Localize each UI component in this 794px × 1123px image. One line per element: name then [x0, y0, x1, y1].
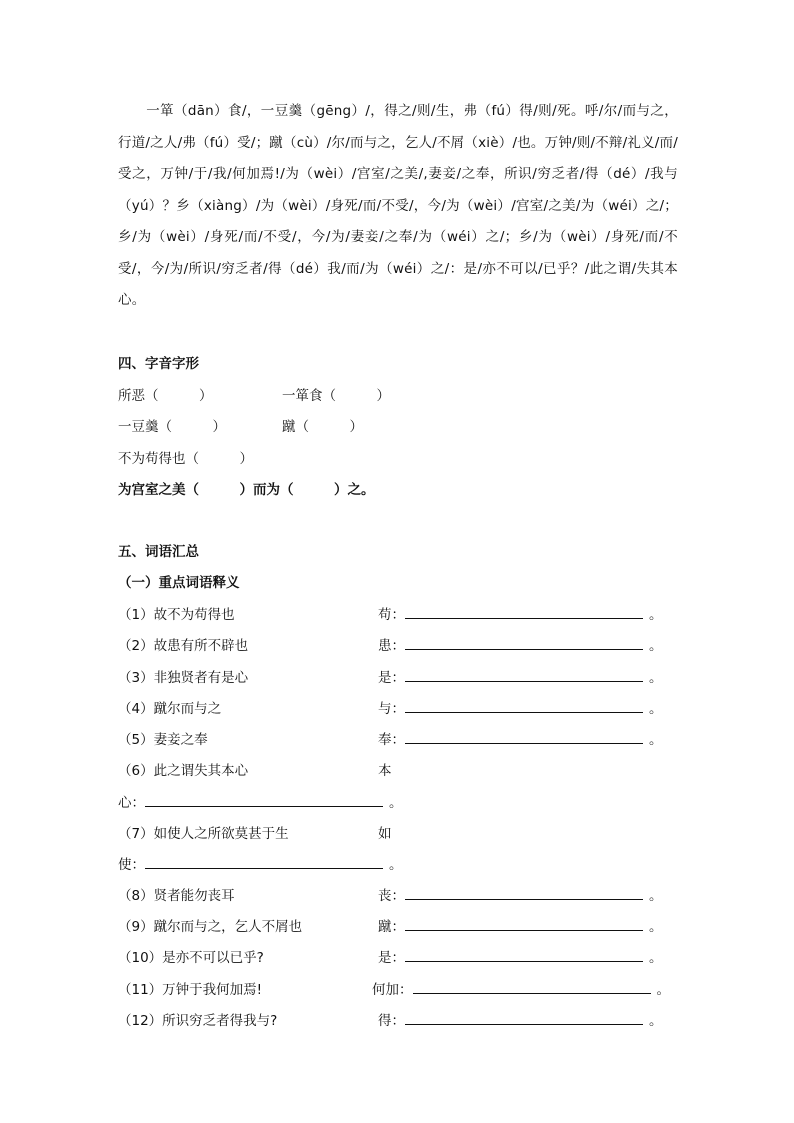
- vocab-end: 。: [649, 638, 663, 654]
- vocab-question: （6）此之谓失其本心: [118, 763, 249, 779]
- vocab-key: 丧：: [378, 888, 405, 904]
- vocab-key: 苟：: [378, 607, 405, 623]
- vocab-end: 。: [649, 607, 663, 623]
- vocab-answer-row: [378, 634, 663, 654]
- vocab-key: 是：: [378, 950, 405, 966]
- section5-subtitle: （一）重点词语释义: [118, 575, 240, 591]
- section4-item: 不为苟得也（ ）: [118, 451, 253, 467]
- answer-blank[interactable]: [145, 856, 383, 869]
- vocab-key: 蹴：: [378, 919, 405, 935]
- vocab-answer-row: [378, 1009, 663, 1029]
- vocab-key: 患：: [378, 638, 405, 654]
- answer-blank[interactable]: [405, 1012, 643, 1025]
- section4-item: 为宫室之美（ ）而为（ ）之。: [118, 482, 375, 498]
- vocab-end: 。: [389, 795, 403, 811]
- vocab-answer-row: [372, 978, 670, 998]
- vocab-question: （9）蹴尔而与之，乞人不屑也: [118, 919, 303, 935]
- answer-blank[interactable]: [413, 981, 651, 994]
- answer-blank[interactable]: [405, 918, 643, 931]
- answer-blank[interactable]: [405, 700, 643, 713]
- vocab-end: 。: [649, 919, 663, 935]
- vocab-answer-row: [378, 884, 663, 904]
- section4-item: 蹴（ ）: [282, 419, 363, 435]
- vocab-question: （1）故不为苟得也: [118, 607, 235, 623]
- answer-blank[interactable]: [145, 794, 383, 807]
- vocab-end: 。: [649, 888, 663, 904]
- vocab-end: 。: [656, 982, 670, 998]
- vocab-question: （8）贤者能勿丧耳: [118, 888, 235, 904]
- vocab-answer-row: [118, 853, 403, 873]
- vocab-end: 。: [649, 670, 663, 686]
- vocab-answer-row: [378, 946, 663, 966]
- answer-blank[interactable]: [405, 637, 643, 650]
- section4-item: 一豆羹（ ）: [118, 419, 226, 435]
- vocab-answer-row: [378, 915, 663, 935]
- vocab-answer-row: [378, 697, 663, 717]
- answer-blank[interactable]: [405, 606, 643, 619]
- vocab-answer-row: [378, 728, 663, 748]
- vocab-key: 如: [378, 826, 392, 842]
- vocab-question: （4）蹴尔而与之: [118, 701, 222, 717]
- vocab-question: （3）非独贤者有是心: [118, 670, 249, 686]
- vocab-question: （2）故患有所不辟也: [118, 638, 249, 654]
- vocab-end: 。: [389, 857, 403, 873]
- section4-item: 所恶（ ）: [118, 388, 213, 404]
- vocab-question: （11）万钟于我何加焉!: [118, 982, 263, 998]
- vocab-key: 使：: [118, 857, 145, 873]
- section4-title: 四、字音字形: [118, 356, 199, 372]
- vocab-key: 与：: [378, 701, 405, 717]
- answer-blank[interactable]: [405, 731, 643, 744]
- vocab-end: 。: [649, 1013, 663, 1029]
- passage-paragraph: [118, 96, 678, 317]
- vocab-answer-row: [378, 603, 663, 623]
- vocab-key: 本: [378, 763, 392, 779]
- passage-text: 一箪（dān）食/，一豆羹（gēng）/，得之/则/生，弗（fú）得/则/死。呼/尔/而与之，行道/之人/弗（fú）受/；蹴（cù）/尔/而与之，乞人/不屑（xiè）/也。万钟/则/不辩/礼义/而/受之，万钟/于/我/何加焉!/为（wèi）/宫室/之美/,妻妾/之奉，所识/穷乏者/得（dé）/我与（yú）？乡（xiàng）/为（wèi）/身死/而/不受/，今/为（wèi）/宫室/之美/为（wéi）之/；乡/为（wèi）/身死/而/不受/，今/为/妻妾/之奉/为（wéi）之/；乡/为（wèi）/身死/而/不受/，今/为/所识/穷乏者/得（dé）我/而/为（wéi）之/：是/亦不可以/已乎？/此之谓/失其本心。: [118, 103, 678, 308]
- answer-blank[interactable]: [405, 949, 643, 962]
- vocab-question: （12）所识穷乏者得我与?: [118, 1013, 278, 1029]
- vocab-end: 。: [649, 732, 663, 748]
- vocab-answer-row: [378, 666, 663, 686]
- vocab-key: 心：: [118, 795, 145, 811]
- answer-blank[interactable]: [405, 669, 643, 682]
- section5-title: 五、词语汇总: [118, 544, 199, 560]
- vocab-question: （7）如使人之所欲莫甚于生: [118, 826, 289, 842]
- section4-item: 一箪食（ ）: [282, 388, 390, 404]
- vocab-end: 。: [649, 950, 663, 966]
- vocab-key: 奉：: [378, 732, 405, 748]
- vocab-key: 得：: [378, 1013, 405, 1029]
- vocab-answer-row: [118, 791, 403, 811]
- vocab-question: （10）是亦不可以已乎?: [118, 950, 264, 966]
- vocab-end: 。: [649, 701, 663, 717]
- vocab-key: 是：: [378, 670, 405, 686]
- vocab-key: 何加：: [372, 982, 413, 998]
- answer-blank[interactable]: [405, 887, 643, 900]
- vocab-question: （5）妻妾之奉: [118, 732, 208, 748]
